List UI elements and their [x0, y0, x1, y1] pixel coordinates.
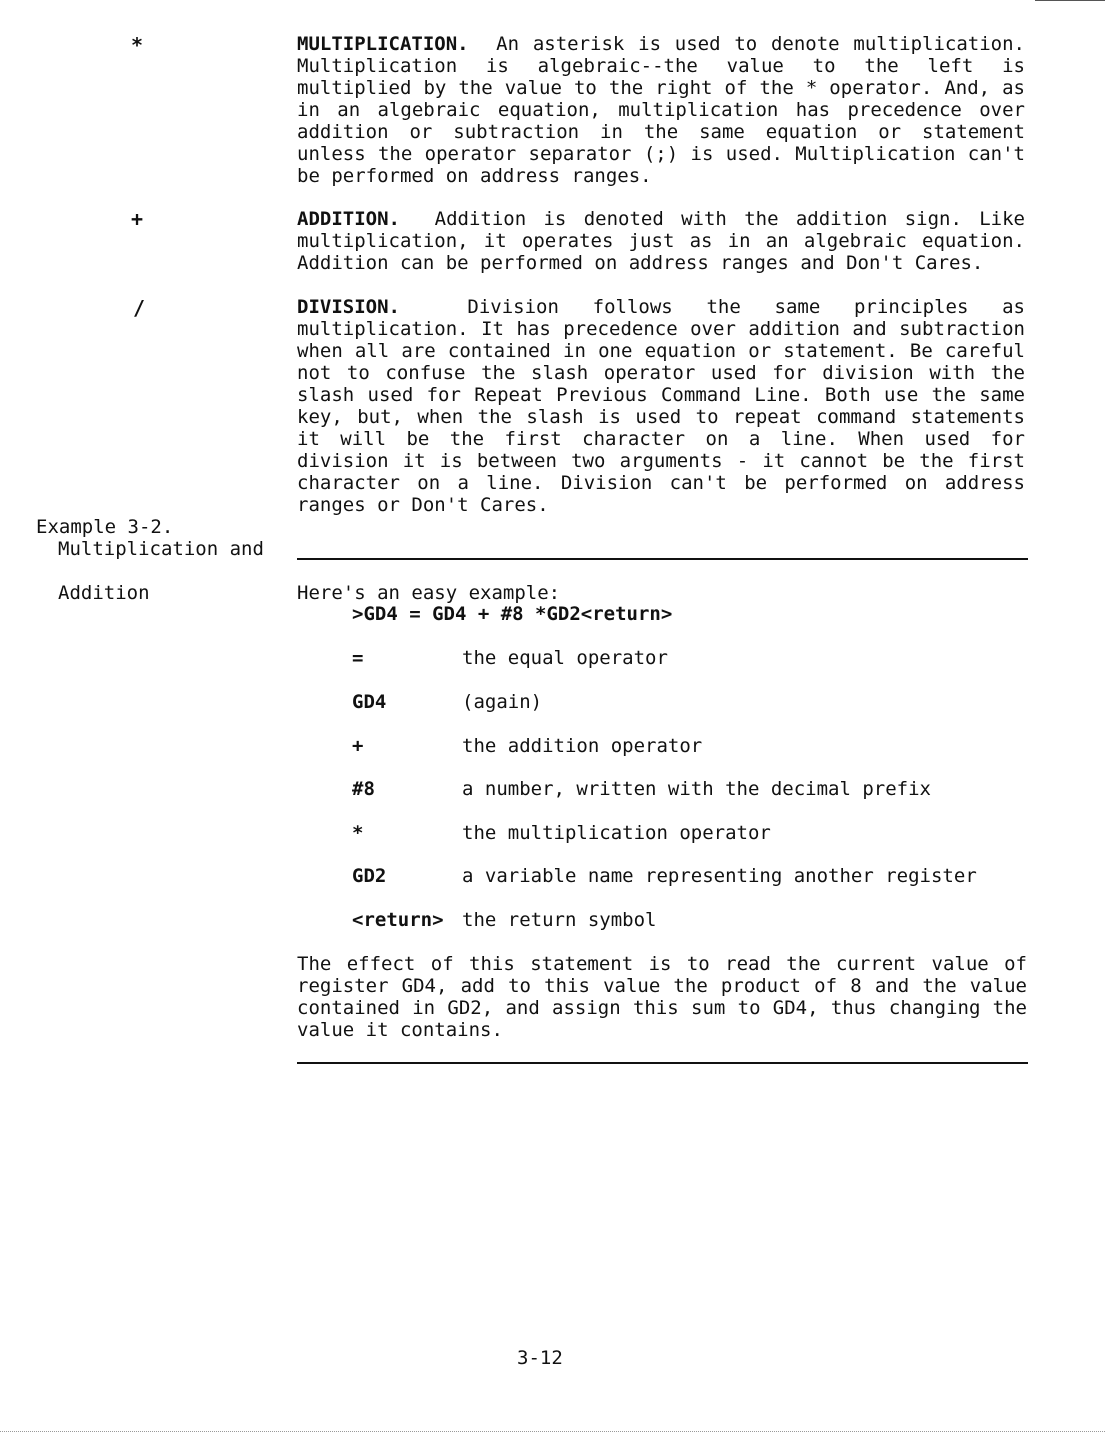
example-label-title: Multiplication and: [58, 538, 264, 560]
definition-desc: a variable name representing another register: [462, 865, 977, 887]
definition-term: GD2: [352, 865, 387, 887]
multiplication-symbol: *: [131, 33, 144, 57]
division-title: DIVISION.: [297, 296, 400, 318]
bottom-edge-line: [0, 1431, 1105, 1432]
addition-symbol: +: [131, 207, 144, 231]
top-edge-line: [1035, 0, 1105, 1]
example-label-number: Example 3-2.: [36, 516, 174, 538]
definition-term: =: [352, 647, 364, 669]
multiplication-title: MULTIPLICATION.: [297, 33, 469, 55]
division-paragraph: [297, 296, 1025, 516]
multiplication-body: An asterisk is used to denote multiplication. Multiplication is algebraic--the value to the left is multiplied by the value to the right of the * operator. And, as in an algebraic equation, multiplication has precedence over addition or subtraction in the same equation or statement unless the operator separator (;) is used. Multiplication can't be performed on address ranges.: [297, 33, 1025, 187]
example-command: >GD4 = GD4 + #8 *GD2<return>: [352, 603, 673, 625]
definition-desc: the multiplication operator: [462, 822, 771, 844]
definition-term: GD4: [352, 691, 387, 713]
definition-desc: the addition operator: [462, 735, 703, 757]
division-body: Division follows the same principles as multiplication. It has precedence over addition and subtraction when all are contained in one equation or statement. Be careful not to confuse the slash operator used for division with the slash used for Repeat Previous Command Line. Both use the same key, but, when the slash is used to repeat command statements it will be the first character on a line. When used for division it is between two arguments - it cannot be the first character on a line. Division can't be performed on address ranges or Don't Cares.: [297, 296, 1025, 516]
example-label-title-cont: Addition: [58, 582, 150, 604]
definition-term: #8: [352, 778, 375, 800]
addition-paragraph: [297, 208, 1025, 274]
example-top-rule: [297, 558, 1028, 560]
definition-desc: (again): [462, 691, 543, 713]
example-bottom-rule: [297, 1062, 1028, 1064]
example-intro: Here's an easy example:: [297, 582, 561, 604]
definition-term: +: [352, 735, 364, 757]
definition-desc: a number, written with the decimal prefix: [462, 778, 931, 800]
definition-term: <return>: [352, 909, 444, 931]
definition-term: *: [352, 822, 364, 844]
definition-desc: the return symbol: [462, 909, 657, 931]
definition-desc: the equal operator: [462, 647, 668, 669]
addition-body: Addition is denoted with the addition sign. Like multiplication, it operates just as in an algebraic equation. Addition can be performed on address ranges and Don't Cares.: [297, 208, 1025, 274]
multiplication-paragraph: [297, 33, 1025, 187]
example-conclusion: The effect of this statement is to read the current value of register GD4, add to this value the product of 8 and the value contained in GD2, and assign this sum to GD4, thus changing the value it contains.: [297, 953, 1027, 1041]
addition-title: ADDITION.: [297, 208, 400, 230]
page-number: 3-12: [517, 1347, 563, 1369]
division-symbol: /: [133, 296, 146, 320]
